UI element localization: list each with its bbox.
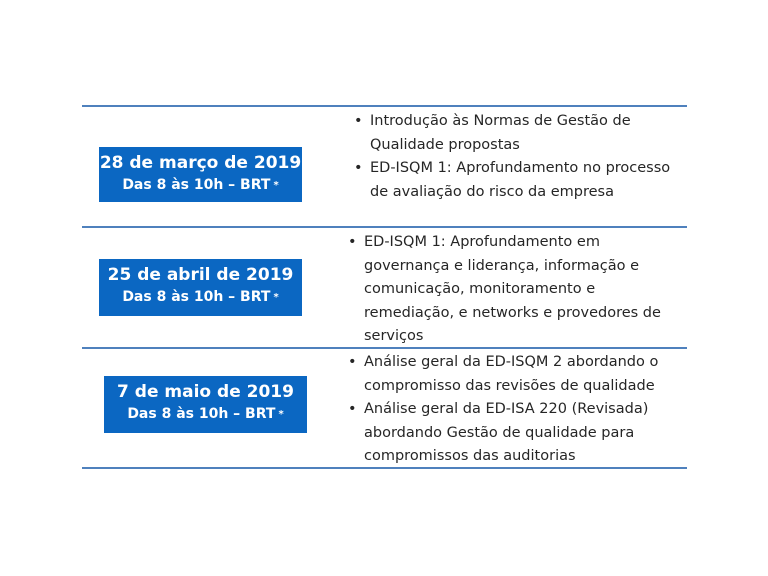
topic-item bbox=[354, 157, 679, 204]
footnote-marker-1: * bbox=[273, 180, 279, 191]
topic-list-2 bbox=[348, 231, 678, 349]
footnote-marker-3: * bbox=[278, 409, 284, 420]
topic-item bbox=[348, 231, 678, 349]
topic-text: Análise geral da ED-ISQM 2 abordando o compromisso das revisões de qualidade bbox=[364, 354, 659, 394]
session-time-1 bbox=[99, 175, 302, 196]
webinar-schedule bbox=[82, 105, 687, 469]
session-date-3: 7 de maio de 2019 bbox=[117, 382, 294, 402]
topic-list-1 bbox=[354, 110, 679, 204]
bullet-icon: • bbox=[354, 113, 363, 129]
schedule-row-1 bbox=[82, 105, 687, 226]
session-time-text-1: Das 8 às 10h – BRT bbox=[122, 177, 271, 193]
topic-item bbox=[354, 110, 679, 157]
schedule-row-2 bbox=[82, 226, 687, 347]
topic-text: Introdução às Normas de Gestão de Qualidade propostas bbox=[370, 113, 631, 153]
bullet-icon: • bbox=[348, 234, 357, 250]
session-time-3 bbox=[104, 404, 307, 425]
topic-list-3 bbox=[348, 351, 678, 469]
date-badge-2 bbox=[99, 259, 302, 316]
date-badge-3 bbox=[104, 376, 307, 433]
bullet-icon: • bbox=[348, 401, 357, 417]
bullet-icon: • bbox=[348, 354, 357, 370]
bullet-icon: • bbox=[354, 160, 363, 176]
session-time-text-3: Das 8 às 10h – BRT bbox=[127, 406, 276, 422]
session-time-2 bbox=[99, 287, 302, 308]
topic-text: Análise geral da ED-ISA 220 (Revisada) abordando Gestão de qualidade para compromissos das auditorias bbox=[364, 401, 649, 464]
topic-text: ED-ISQM 1: Aprofundamento no processo de avaliação do risco da empresa bbox=[370, 160, 671, 200]
topic-text: ED-ISQM 1: Aprofundamento em governança e liderança, informação e comunicação, monitoramento e remediação, e networks e provedores de serviços bbox=[364, 234, 661, 344]
session-date-1: 28 de março de 2019 bbox=[99, 153, 302, 173]
topic-item bbox=[348, 351, 678, 398]
date-badge-1 bbox=[99, 147, 302, 202]
schedule-row-3 bbox=[82, 347, 687, 469]
topic-item bbox=[348, 398, 678, 469]
session-time-text-2: Das 8 às 10h – BRT bbox=[122, 289, 271, 305]
footnote-marker-2: * bbox=[273, 292, 279, 303]
session-date-2: 25 de abril de 2019 bbox=[107, 265, 294, 285]
